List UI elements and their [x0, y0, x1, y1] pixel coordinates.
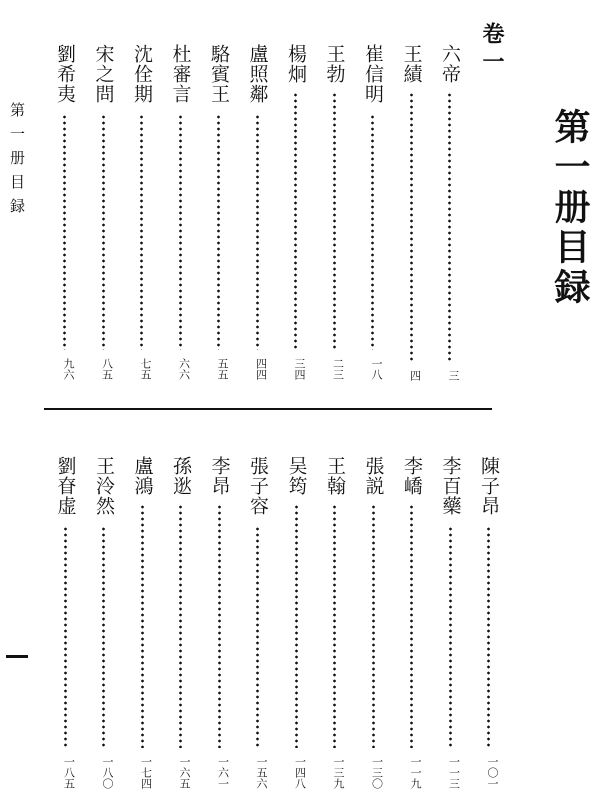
toc-entry-name: 吴筠 — [285, 456, 308, 496]
toc-entry-page: 一三〇 — [370, 756, 384, 789]
toc-entry-page: 一一九 — [409, 756, 422, 789]
toc-entry-name: 王泠然 — [93, 456, 115, 516]
leader-dots — [293, 92, 298, 350]
toc-entry — [243, 456, 273, 792]
toc-entry — [281, 44, 311, 382]
toc-entry-page: 四四 — [254, 358, 268, 380]
toc-entry-page: 一五六 — [255, 756, 268, 789]
toc-entry — [358, 44, 388, 382]
toc-entry-page: 九六 — [62, 358, 75, 380]
section-divider — [44, 408, 492, 410]
leader-dots — [255, 114, 260, 350]
toc-entry-page: 一六一 — [216, 756, 230, 789]
leader-dots — [370, 114, 375, 350]
toc-entry-name: 盧鴻 — [131, 456, 154, 496]
leader-dots — [486, 526, 491, 748]
toc-entry-name: 張子容 — [247, 456, 269, 516]
toc-entry-name: 劉眘虚 — [54, 456, 77, 516]
toc-entry — [436, 456, 466, 792]
leader-dots — [217, 504, 222, 748]
toc-entry — [474, 456, 504, 792]
toc-entry — [397, 44, 427, 382]
toc-entry-page: 六六 — [177, 358, 191, 380]
toc-entry-name: 李百藥 — [439, 456, 462, 516]
toc-entry — [166, 44, 196, 382]
leader-dots — [332, 504, 337, 748]
toc-entry-page: 五五 — [216, 358, 229, 380]
toc-entry-name: 駱賓王 — [208, 44, 230, 104]
toc-entry-page: 一八 — [370, 358, 383, 380]
toc-entry — [128, 456, 158, 792]
running-header: 第一册目録 — [8, 102, 26, 222]
toc-entry-page: 一六五 — [178, 756, 191, 789]
toc-entry-page: 一八五 — [62, 756, 76, 789]
leader-dots — [101, 114, 106, 350]
toc-entry — [282, 456, 312, 792]
toc-entry-name: 張説 — [362, 456, 385, 496]
toc-entry-name: 宋之問 — [92, 44, 115, 104]
leader-dots — [216, 114, 221, 350]
toc-entry-name: 李嶠 — [401, 456, 423, 496]
leader-dots — [255, 526, 260, 748]
leader-dots — [448, 526, 453, 748]
toc-entry — [89, 44, 119, 382]
toc-entry-page: 一〇一 — [486, 756, 499, 789]
toc-entry — [205, 456, 235, 792]
toc-entry — [320, 44, 350, 382]
toc-entry-name: 盧照鄰 — [246, 44, 269, 104]
toc-entry-name: 王勃 — [323, 44, 346, 84]
toc-entry-name: 六帝 — [439, 44, 461, 84]
toc-entry-name: 杜審言 — [169, 44, 192, 104]
toc-entry-name: 李昂 — [208, 456, 231, 496]
toc-entry — [127, 44, 157, 382]
leader-dots — [101, 526, 106, 748]
leader-dots — [178, 114, 183, 350]
leader-dots — [63, 526, 68, 748]
toc-entry — [166, 456, 196, 792]
toc-entry — [397, 456, 427, 792]
toc-entry-page: 二三 — [331, 358, 345, 380]
leader-dots — [178, 504, 183, 748]
leader-dots — [294, 504, 299, 748]
toc-entry — [204, 44, 234, 382]
leader-dots — [371, 504, 376, 748]
toc-entry — [50, 44, 80, 382]
toc-entry-page: 一四八 — [293, 756, 307, 789]
toc-entry-name: 孫逖 — [170, 456, 192, 496]
toc-entry-page: 三四 — [293, 358, 306, 380]
leader-dots — [332, 92, 337, 350]
toc-entry — [320, 456, 350, 792]
toc-entry-page: 七五 — [139, 358, 152, 380]
leader-dots — [409, 504, 414, 748]
page-number — [6, 655, 28, 658]
toc-entry-name: 陳子昂 — [478, 456, 500, 516]
toc-entry-page: 一八〇 — [101, 756, 114, 789]
leader-dots — [139, 114, 144, 350]
toc-entry — [243, 44, 273, 382]
leader-dots — [409, 92, 414, 362]
toc-entry-name: 沈佺期 — [131, 44, 153, 104]
toc-entry — [359, 456, 389, 792]
toc-entry-name: 王績 — [400, 44, 423, 84]
toc-entry-name: 王翰 — [324, 456, 346, 496]
leader-dots — [140, 504, 145, 748]
leader-dots — [447, 92, 452, 362]
toc-entry — [51, 456, 81, 792]
toc-entry-page: 一三九 — [332, 756, 345, 789]
toc-entry-name: 崔信明 — [362, 44, 384, 104]
toc-entry-page: 三 — [447, 370, 460, 381]
page-title: 第一册目録 — [549, 108, 591, 308]
toc-entry-name: 楊炯 — [285, 44, 307, 84]
toc-entry — [435, 44, 465, 382]
toc-entry-page: 一七四 — [139, 756, 153, 789]
volume-title: 卷一 — [479, 22, 505, 78]
toc-entry-page: 一一三 — [447, 756, 461, 789]
toc-entry-page: 四 — [408, 370, 422, 381]
toc-entry — [89, 456, 119, 792]
toc-entry-page: 八五 — [100, 358, 114, 380]
toc-entry-name: 劉希夷 — [54, 44, 76, 104]
leader-dots — [62, 114, 67, 350]
